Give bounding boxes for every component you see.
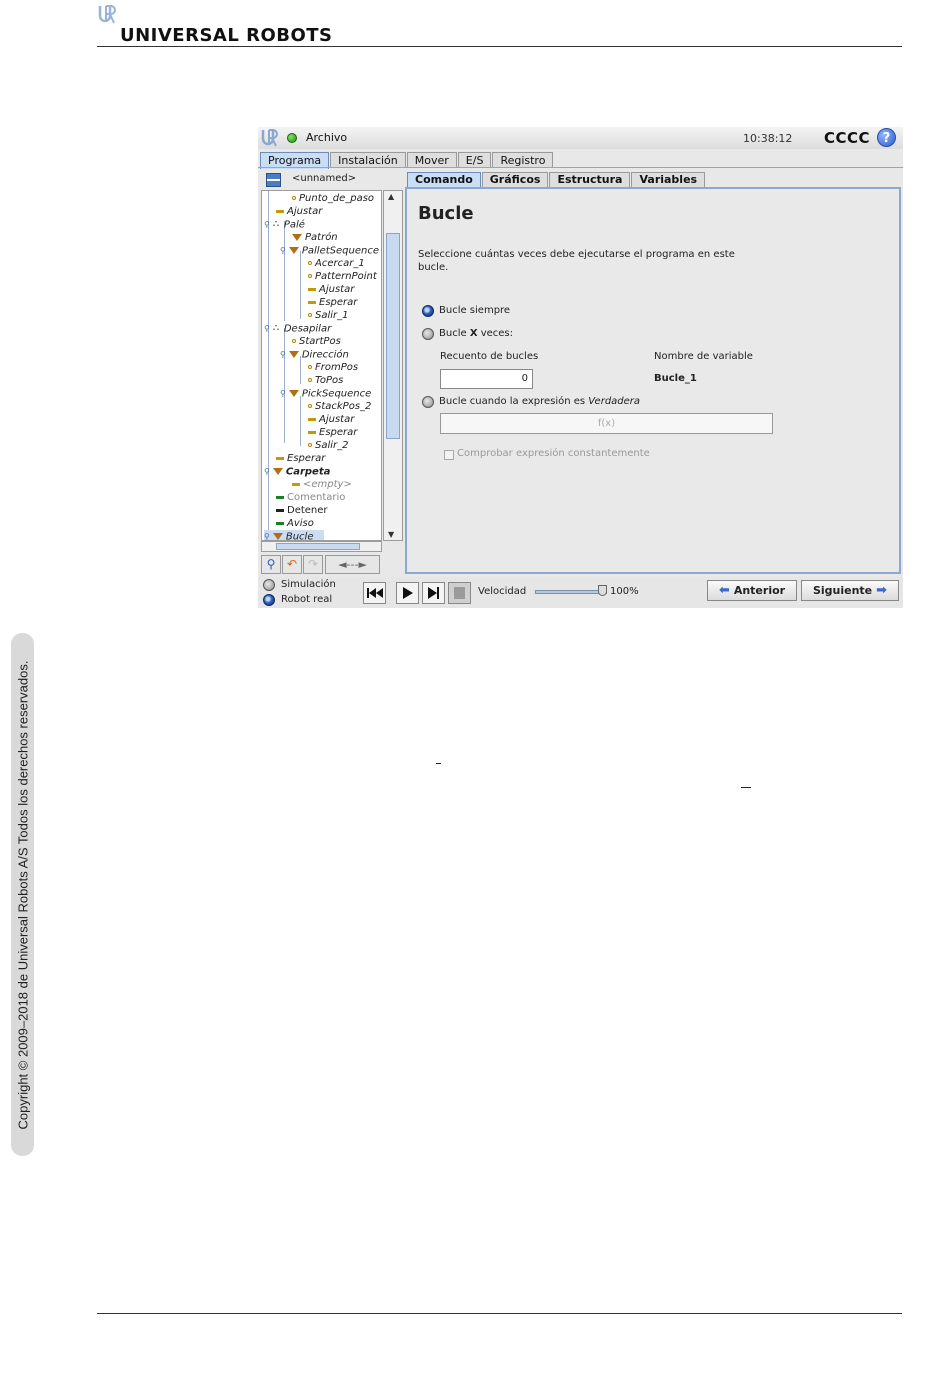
tree-toolbar (261, 555, 403, 575)
tree-item[interactable]: ⚲ Dirección (280, 349, 349, 361)
header-rule (97, 46, 902, 47)
loop-always-label[interactable]: Bucle siempre (439, 305, 511, 316)
copyright-text: Copyright © 2009–2018 de Universal Robots A/S Todos los derechos reservados. (15, 660, 30, 1129)
folder-triangle-icon (273, 468, 283, 475)
empty-icon (292, 483, 300, 486)
folder-triangle-icon (289, 390, 299, 397)
waypoint-icon (308, 313, 312, 317)
command-panel (405, 187, 901, 574)
popup-icon (276, 522, 284, 525)
stop-button[interactable] (448, 582, 471, 604)
robot-status-icon (287, 133, 297, 143)
speed-slider[interactable] (535, 590, 607, 594)
loop-expression-label[interactable]: Bucle cuando la expresión es Verdadera (439, 396, 641, 407)
tree-item[interactable]: StackPos_2 (308, 400, 371, 413)
next-button[interactable]: Siguiente ➡ (801, 580, 899, 601)
pallet-icon: ⛬ (272, 219, 280, 229)
tree-item[interactable]: StartPos (292, 335, 341, 348)
tree-collapse-icon[interactable]: ⚲ (280, 389, 286, 398)
tree-item[interactable]: <empty> (292, 478, 352, 491)
program-tree[interactable] (261, 190, 382, 541)
tab-es[interactable]: E/S (458, 152, 492, 168)
bottom-bar (258, 577, 903, 608)
scroll-thumb[interactable] (386, 233, 400, 439)
check-continuously-label: Comprobar expresión constantemente (457, 448, 650, 459)
tab-divider (258, 167, 903, 168)
tree-item[interactable]: Acercar_1 (308, 257, 365, 270)
rewind-icon (364, 583, 385, 603)
brand-wordmark: UNIVERSAL ROBOTS (120, 25, 333, 46)
tab-registro[interactable]: Registro (492, 152, 553, 168)
real-robot-label[interactable]: Robot real (281, 594, 333, 605)
step-button[interactable] (422, 582, 445, 604)
scroll-thumb[interactable] (276, 543, 360, 550)
loop-count-label: Recuento de bucles (440, 351, 539, 362)
main-tabs (260, 152, 554, 168)
tree-item[interactable]: ⚲ Carpeta (264, 466, 331, 478)
tab-mover[interactable]: Mover (407, 152, 457, 168)
tree-horizontal-scrollbar[interactable] (261, 541, 382, 552)
tree-item[interactable]: ⚲ PalletSequence (280, 245, 379, 257)
loop-x-times-label[interactable]: Bucle X veces: (439, 328, 514, 339)
clock: 10:38:12 (743, 132, 793, 145)
set-icon (276, 210, 284, 213)
waypoint-icon (308, 261, 312, 265)
tree-collapse-icon[interactable]: ⚲ (264, 220, 270, 229)
loop-x-times-radio[interactable] (422, 328, 434, 340)
tree-item[interactable]: Detener (276, 504, 328, 517)
waypoint-icon (308, 365, 312, 369)
tree-item[interactable]: FromPos (308, 361, 358, 374)
polyscope-screenshot (258, 127, 903, 608)
tree-item[interactable]: Salir_2 (308, 439, 349, 452)
comment-icon (276, 496, 284, 499)
scroll-down-icon[interactable]: ▼ (388, 530, 395, 539)
waypoint-icon (292, 339, 296, 343)
tab-variables[interactable]: Variables (631, 172, 705, 187)
var-name-label: Nombre de variable (654, 351, 753, 362)
simulation-label[interactable]: Simulación (281, 579, 336, 590)
wait-icon (308, 431, 316, 434)
universal-robots-brand (98, 5, 333, 46)
halt-icon (276, 509, 284, 512)
program-file-bar (260, 170, 404, 188)
check-continuously-checkbox[interactable] (444, 450, 454, 460)
speed-slider-handle[interactable] (598, 585, 607, 596)
set-icon (308, 418, 316, 421)
velocity-label: Velocidad (478, 586, 527, 597)
waypoint-icon (308, 443, 312, 447)
scroll-up-icon[interactable]: ▲ (388, 192, 395, 201)
tree-item[interactable]: Esperar (308, 426, 357, 439)
set-icon (308, 288, 316, 291)
command-tabs (407, 172, 706, 187)
copyright-tab (11, 633, 34, 1156)
tree-item[interactable]: ⚲ PickSequence (280, 388, 372, 400)
tree-item[interactable]: ⚲ ⛬ Palé (264, 219, 305, 231)
ur-logo-icon (98, 5, 116, 24)
loop-expression-radio[interactable] (422, 396, 434, 408)
search-icon[interactable]: ⚲ (261, 555, 281, 574)
tree-item[interactable]: Esperar (308, 296, 357, 309)
tree-collapse-icon[interactable]: ⚲ (264, 532, 270, 541)
tree-collapse-icon[interactable]: ⚲ (264, 467, 270, 476)
loop-count-input[interactable]: 0 (440, 369, 533, 389)
program-name: <unnamed> (292, 173, 357, 184)
rewind-button[interactable] (363, 582, 386, 604)
tree-item[interactable]: Comentario (276, 491, 345, 504)
tree-vertical-scrollbar[interactable] (383, 190, 403, 541)
tree-item[interactable]: PatternPoint (308, 270, 377, 283)
tree-guide (268, 191, 269, 531)
waypoint-icon (308, 274, 312, 278)
arrow-left-icon: ⬅ (718, 583, 730, 598)
folder-triangle-icon (292, 234, 302, 241)
save-icon[interactable] (266, 173, 281, 187)
wait-icon (308, 301, 316, 304)
speed-value: 100% (610, 586, 639, 597)
file-menu[interactable]: Archivo (306, 131, 348, 144)
loop-description: Seleccione cuántas veces debe ejecutarse el programa en este bucle. (418, 249, 735, 273)
tree-item[interactable]: Punto_de_paso (292, 192, 374, 205)
tree-item[interactable]: ToPos (308, 374, 343, 387)
tree-item[interactable]: Esperar (276, 452, 325, 465)
wait-icon (276, 457, 284, 460)
move-node-arrows[interactable]: ◄---► (325, 555, 380, 574)
tree-guide (284, 221, 285, 321)
play-icon (397, 583, 418, 603)
tree-item[interactable]: Ajustar (276, 205, 322, 218)
loop-always-radio[interactable] (422, 305, 434, 317)
footer-rule (97, 1313, 902, 1314)
stray-mark (741, 787, 751, 788)
tree-guide (300, 396, 301, 446)
tab-instalacion[interactable]: Instalación (330, 152, 406, 168)
tree-collapse-icon[interactable]: ⚲ (280, 350, 286, 359)
tree-guide (300, 251, 301, 319)
folder-triangle-icon (289, 247, 299, 254)
previous-button[interactable]: ⬅ Anterior (707, 580, 797, 601)
stray-mark (436, 763, 441, 764)
tree-item-selected[interactable]: ⚲ Bucle (264, 530, 324, 541)
folder-triangle-icon (289, 351, 299, 358)
loop-icon (273, 533, 283, 540)
tree-item[interactable]: ⚲ ⛬ Desapilar (264, 323, 332, 335)
var-name-value: Bucle_1 (654, 373, 697, 384)
tab-estructura[interactable]: Estructura (549, 172, 630, 187)
redo-icon[interactable]: ↷ (303, 555, 323, 574)
tree-collapse-icon[interactable]: ⚲ (264, 324, 270, 333)
pallet-icon: ⛬ (272, 323, 280, 333)
tree-item[interactable]: Ajustar (308, 283, 354, 296)
ur-logo-icon (261, 129, 279, 147)
undo-icon[interactable]: ↶ (282, 555, 302, 574)
expression-input[interactable]: f(x) (440, 413, 773, 434)
waypoint-icon (308, 378, 312, 382)
tab-graficos[interactable]: Gráficos (482, 172, 549, 187)
waypoint-icon (292, 196, 296, 200)
play-button[interactable] (396, 582, 419, 604)
arrow-right-icon: ➡ (876, 583, 888, 598)
tab-programa[interactable]: Programa (260, 152, 329, 169)
stop-icon (449, 583, 470, 603)
simulation-radio[interactable] (263, 579, 275, 591)
help-icon[interactable]: ? (877, 128, 896, 147)
step-icon (423, 583, 444, 603)
tree-guide (284, 328, 285, 443)
waypoint-icon (308, 404, 312, 408)
tab-comando[interactable]: Comando (407, 172, 481, 187)
tree-item[interactable]: Patrón (292, 231, 338, 244)
tree-item[interactable]: Ajustar (308, 413, 354, 426)
top-bar (258, 127, 903, 149)
real-robot-radio[interactable] (263, 594, 275, 606)
page-title: Bucle (418, 203, 474, 224)
tree-item[interactable]: Aviso (276, 517, 314, 530)
tree-item[interactable]: Salir_1 (308, 309, 349, 322)
robot-name: CCCC (824, 129, 871, 147)
tree-collapse-icon[interactable]: ⚲ (280, 246, 286, 255)
